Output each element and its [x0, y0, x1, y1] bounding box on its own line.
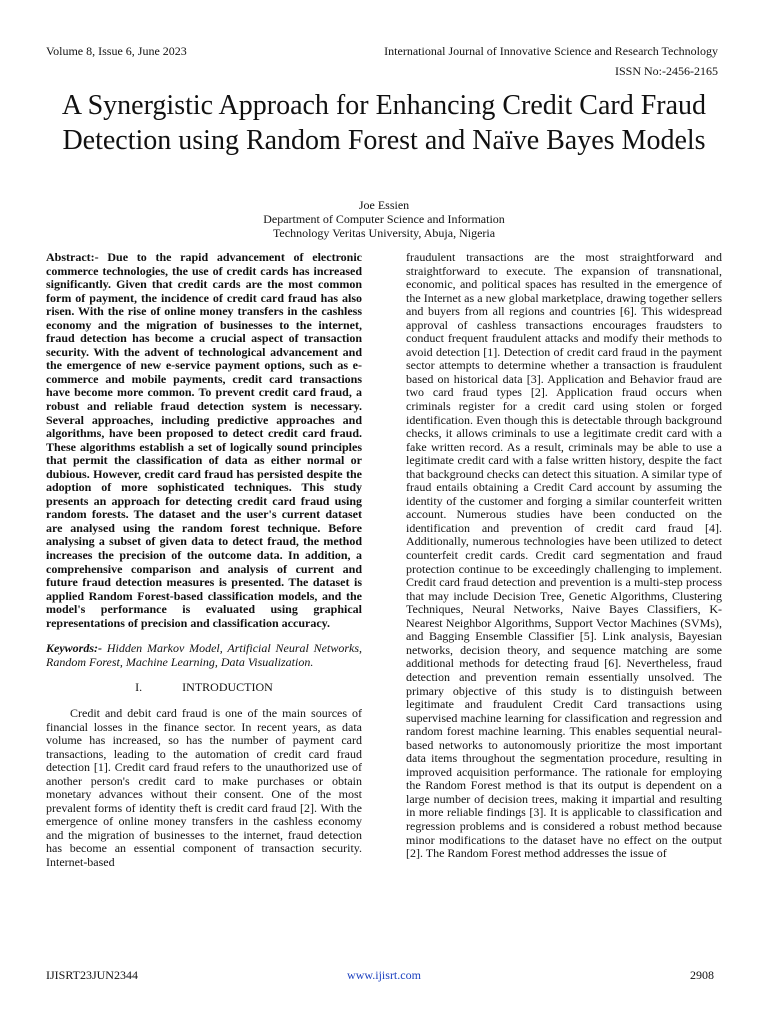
- abstract-label: Abstract:-: [46, 250, 99, 264]
- section-heading: [46, 681, 362, 695]
- abstract-text: Due to the rapid advancement of electronic commerce technologies, the use of credit cards has increased significantly. Given that credit cards are the most common form of payment, the incidence of credit card fraud has also risen. With the rise of online money transfers in the cashless economy and the migration of businesses to the internet, fraud detection has become a crucial aspect of transaction security. With the advent of technological advancement and the emergence of new e-service payment options, such as e-commerce and mobile payments, credit card transactions have become more common. To prevent credit card fraud, a robust and reliable fraud detection system is necessary. Several approaches, including predictive approaches and algorithms, have been proposed to detect credit card fraud. These algorithms establish a set of logically sound principles that permit the classification of data as either normal or dubious. However, credit card fraud has persisted despite the adoption of more sophisticated techniques. This study presents an approach for detecting credit card fraud using random forests. The dataset and the user's current dataset are analysed using the random forest technique. Before analysing a subset of given data to detect fraud, the method increases the precision of the outcome data. In addition, a comprehensive comparison and analysis of current and future fraud detection measures is presented. The dataset is applied Random Forest-based classification models, and the model's performance is evaluated using graphical representations of precision and classification accuracy.: [46, 250, 363, 630]
- keywords: [46, 642, 362, 669]
- author-name: Joe Essien: [358, 198, 410, 212]
- right-column: [406, 251, 722, 861]
- intro-paragraph-left: Credit and debit card fraud is one of the main sources of financial losses in the finance sector. In recent years, as data volume has increased, so has the number of payment card transactions, leading to the automation of credit card fraud detection [1]. Credit card fraud refers to the unauthorized use of another person's credit card to make purchases or obtain monetary advances without their consent. One of the most prevalent forms of identity theft is credit card fraud [2]. With the emergence of online money transfers in the cashless economy and the migration of businesses to the internet, fraud detection has become an essential component of transaction security. Internet-based: [46, 705, 362, 869]
- left-column: [46, 251, 362, 870]
- issn: ISSN No:-2456-2165: [614, 64, 718, 78]
- author-department: Department of Computer Science and Information: [263, 212, 505, 226]
- section-title: INTRODUCTION: [182, 680, 273, 695]
- keywords-text: Hidden Markov Model, Artificial Neural Networks, Random Forest, Machine Learning, Data Visualization.: [46, 641, 362, 669]
- keywords-label: Keywords:-: [46, 641, 102, 656]
- footer-page-number: 2908: [690, 968, 714, 982]
- footer-url-link[interactable]: www.ijisrt.com: [347, 968, 421, 982]
- abstract: [46, 251, 362, 630]
- author-university: Technology Veritas University, Abuja, Nigeria: [272, 226, 496, 240]
- paper-title: A Synergistic Approach for Enhancing Credit Card Fraud Detection using Random Forest and Naïve Bayes Models: [61, 90, 707, 156]
- footer-paper-id: IJISRT23JUN2344: [46, 968, 138, 982]
- intro-paragraph-right: fraudulent transactions are the most straightforward and straightforward to execute. The expansion of transnational, economic, and political spaces has resulted in the emergence of the Internet as a new global marketplace, drawing together sellers and buyers from all regions and countries [6]. This widespread approval of cashless transactions encourages fraudsters to conduct frequent fraudulent attacks and modify their methods to avoid detection [1]. Detection of credit card fraud in the payment sector attempts to determine whether a transaction is fraudulent based on historical data [3]. Application and Behavior fraud are two card fraud types [2]. Application fraud occurs when criminals register for a credit card using stolen or forged identification. Even though this is detectable through background checks, it allows criminals to use a legitimate credit card with a fake written record. As a result, criminals may be able to use a legitimate credit card with a false written history, despite the fact that background checks can detect this situation. A similar type of fraud entails obtaining a Credit Card account by assuming the identity of the customer and forging a similar counterfeit written account. Numerous studies have been conducted on the identification and prevention of credit card fraud [4]. Additionally, numerous technologies have been utilized to detect counterfeit credit cards. Credit card segmentation and fraud protection continue to be exceedingly challenging to implement. Credit card fraud detection and prevention is a multi-step process that may include Decision Tree, Genetic Algorithms, Clustering Techniques, Neural Networks, Naive Bayes Classifiers, K-Nearest Neighbor Algorithms, Support Vector Machines (SVMs), and Bagging Ensemble Classifier [5]. Link analysis, Bayesian networks, decision theory, and sequence matching are some additional methods for detecting fraud [6]. Nevertheless, fraud detection and prevention remain essentially unsolved. The primary objective of this study is to distinguish between legitimate and fraudulent Credit Card transactions using supervised machine learning for classification and regression and random forest machine learning. This enables sequential neural-based networks to autonomously prioritize the most important data items throughout the segmentation procedure, resulting in improved acquisition performance. The rationale for employing the Random Forest method is that its output is dependent on a large number of decision trees, making it impartial and resulting in more reliable findings [3]. It is applicable to classification and regression problems and is considered a robust method because minor modifications to the dataset have no effect on the output [2]. The Random Forest method addresses the issue of: [406, 250, 722, 861]
- journal-name: International Journal of Innovative Science and Research Technology: [384, 44, 718, 58]
- volume-info: Volume 8, Issue 6, June 2023: [46, 44, 187, 58]
- section-number: I.: [135, 680, 143, 695]
